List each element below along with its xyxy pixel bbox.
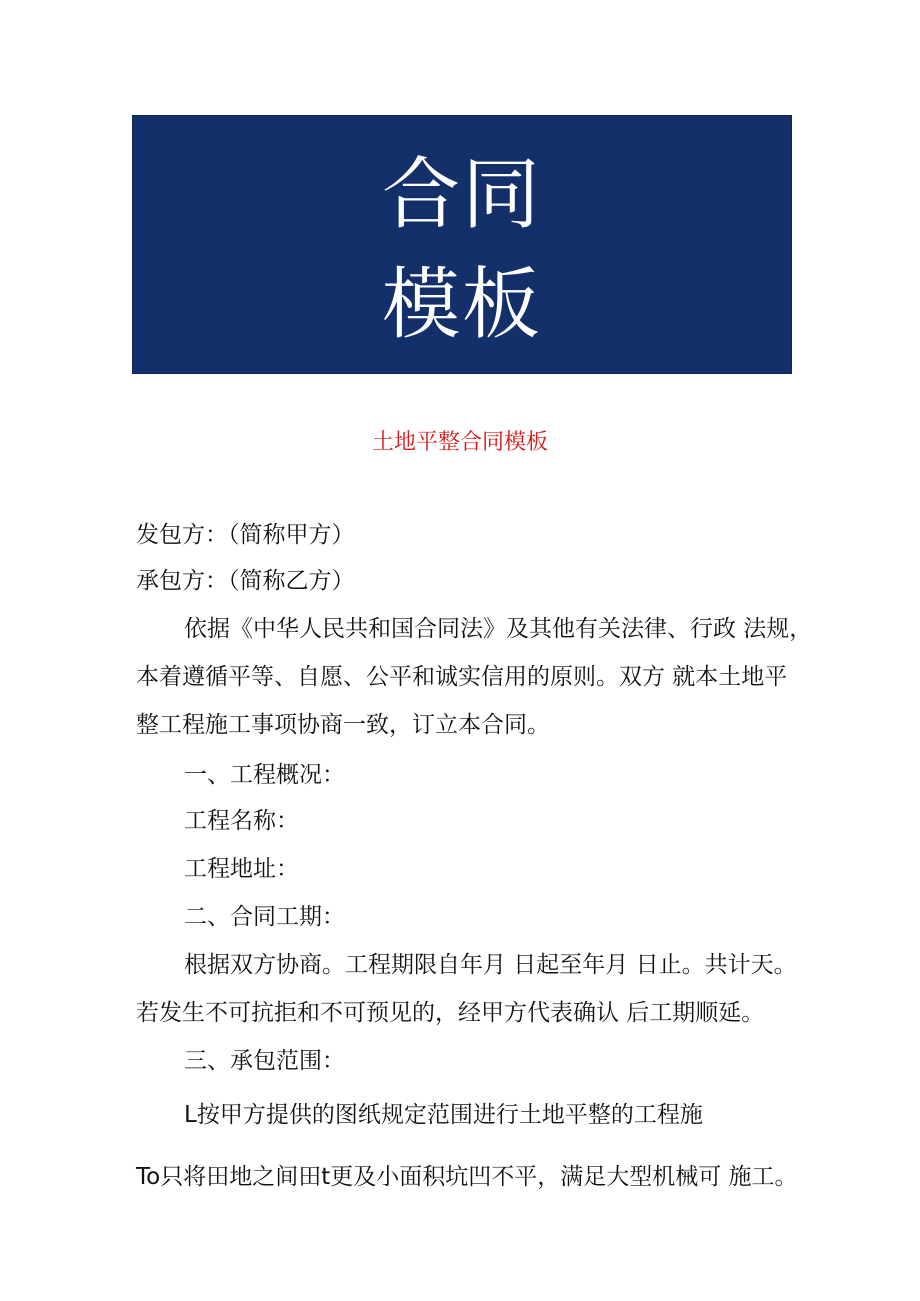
title-banner <box>132 115 792 374</box>
scope-line-1: L按甲方提供的图纸规定范围进行土地平整的工程施 <box>184 1102 703 1128</box>
intro-line-3: 整工程施工事项协商一致，订立本合同。 <box>136 712 550 738</box>
party-b-line: 承包方：（简称乙方） <box>136 568 355 594</box>
section-heading-3: 三、承包范围： <box>184 1048 345 1074</box>
scope-line-2: To只将田地之间田t更及小面积坑凹不平，满足大型机械可 施工。 <box>136 1164 798 1190</box>
period-line-2: 若发生不可抗拒和不可预见的，经甲方代表确认 后工期顺延。 <box>136 1000 765 1026</box>
period-line-1: 根据双方协商。工程期限自年月 日起至年月 日止。共计天。 <box>184 952 797 978</box>
banner-title-line-1: 合同 <box>381 150 542 240</box>
party-a-line: 发包方：（简称甲方） <box>136 522 355 548</box>
banner-title-line-2: 模板 <box>381 260 542 350</box>
document-subtitle: 土地平整合同模板 <box>371 430 548 455</box>
section-heading-2: 二、合同工期： <box>184 904 345 930</box>
section-heading-1: 一、工程概况： <box>184 762 345 788</box>
project-address-line: 工程地址： <box>184 856 299 882</box>
intro-line-2: 本着遵循平等、自愿、公平和诚实信用的原则。双方 就本土地平 <box>136 664 788 690</box>
project-name-line: 工程名称： <box>184 808 299 834</box>
intro-line-1: 依据《中华人民共和国合同法》及其他有关法律、行政 法规， <box>184 616 813 642</box>
